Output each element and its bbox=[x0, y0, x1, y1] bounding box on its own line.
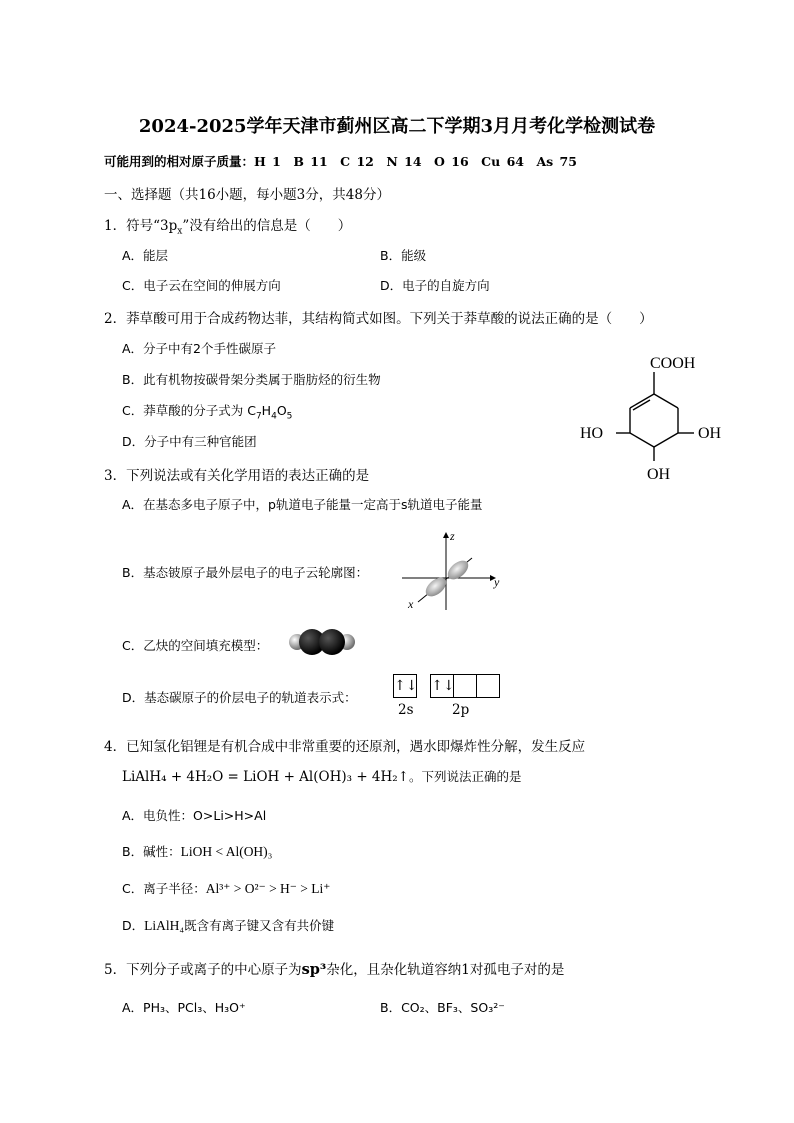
orbital-diagram bbox=[393, 674, 500, 698]
q4-d-formula: LiAlH₄ bbox=[144, 918, 185, 933]
orbital-label-2s: 2s bbox=[398, 702, 414, 718]
q4-option-d[interactable]: D．LiAlH₄既含有离子键又含有共价键 bbox=[122, 918, 335, 933]
q4-d-tail: 既含有离子键又含有共价键 bbox=[184, 918, 335, 933]
axis-z-label: z bbox=[450, 529, 455, 543]
q1-option-b[interactable]: B．能级 bbox=[380, 248, 427, 263]
q2-option-d[interactable]: D．分子中有三种官能团 bbox=[122, 434, 257, 449]
q2-option-a[interactable]: A．分子中有2个手性碳原子 bbox=[122, 341, 277, 356]
q2-c-m: H bbox=[261, 403, 272, 418]
shikimic-acid-structure bbox=[570, 348, 740, 488]
q2-c-m2: O bbox=[276, 403, 287, 418]
q5-sp3: sp³ bbox=[301, 961, 327, 978]
acetylene-model bbox=[286, 626, 358, 658]
q4-c-pre: C．离子半径： bbox=[122, 881, 206, 896]
q1-stem-text: 1．符号“3p bbox=[104, 218, 178, 234]
q1-option-d[interactable]: D．电子的自旋方向 bbox=[380, 278, 490, 293]
q2-option-b[interactable]: B．此有机物按碳骨架分类属于脂肪烃的衍生物 bbox=[122, 372, 381, 387]
q2-c-s2: 4 bbox=[271, 411, 277, 422]
electron-cloud-diagram bbox=[398, 528, 508, 614]
question-1-stem bbox=[104, 214, 351, 237]
cooh-label: COOH bbox=[650, 355, 696, 372]
q3-option-d[interactable]: D．基态碳原子的价层电子的轨道表示式： bbox=[122, 690, 357, 705]
axis-y-label: y bbox=[494, 575, 500, 589]
orbital-box-2s: ↑↓ bbox=[393, 674, 417, 698]
q4-equation bbox=[122, 767, 522, 785]
orbital-box-2p-2 bbox=[453, 674, 477, 698]
q5-option-a[interactable]: A．PH₃、PCl₃、H₃O⁺ bbox=[122, 1000, 246, 1015]
q4-option-a[interactable]: A．电负性：O>Li>H>Al bbox=[122, 808, 267, 823]
q1-option-c[interactable]: C．电子云在空间的伸展方向 bbox=[122, 278, 281, 293]
q4-equation-tail: 。下列说法正确的是 bbox=[409, 769, 522, 784]
question-3-stem: 3．下列说法或有关化学用语的表达正确的是 bbox=[104, 468, 370, 484]
q2-option-c[interactable] bbox=[122, 401, 292, 422]
q5-stem-tail: 杂化，且杂化轨道容纳1对孤电子对的是 bbox=[326, 962, 565, 978]
oh-bottom-label: OH bbox=[647, 466, 671, 483]
question-4-stem: 4．已知氢化铝锂是有机合成中非常重要的还原剂，遇水即爆炸性分解，发生反应 bbox=[104, 739, 586, 755]
orbital-box-2p-1: ↑↓ bbox=[430, 674, 454, 698]
q1-stem-tail: ”没有给出的信息是（ ） bbox=[182, 218, 352, 234]
q4-equation-formula: LiAlH₄ + 4H₂O = LiOH + Al(OH)₃ + 4H₂↑ bbox=[122, 769, 410, 785]
q2-c-s3: 5 bbox=[286, 411, 293, 422]
atomic-masses: 可能用到的相对原子质量：H 1 B 11 C 12 N 14 O 16 Cu 64 As 75 bbox=[104, 154, 577, 169]
q3-option-c[interactable]: C．乙炔的空间填充模型： bbox=[122, 638, 269, 653]
q3-option-a[interactable]: A．在基态多电子原子中，p轨道电子能量一定高于s轨道电子能量 bbox=[122, 497, 483, 512]
orbital-box-2p-3 bbox=[476, 674, 500, 698]
question-5-stem bbox=[104, 958, 564, 978]
q4-option-b[interactable] bbox=[122, 842, 272, 860]
q5-option-b[interactable]: B．CO₂、BF₃、SO₃²⁻ bbox=[380, 1000, 505, 1015]
q5-stem-pre: 5．下列分子或离子的中心原子为 bbox=[104, 962, 302, 978]
q2-c-pre: C．莽草酸的分子式为 C bbox=[122, 403, 256, 418]
ho-left-label: HO bbox=[580, 425, 604, 442]
q4-c-formula: Al³⁺ > O²⁻ > H⁻ > Li⁺ bbox=[205, 881, 331, 896]
carbon-atom-right bbox=[319, 629, 345, 655]
orbital-lobe-upper bbox=[444, 557, 471, 583]
q4-b-formula: LiOH < Al(OH)₃ bbox=[180, 844, 273, 859]
q3-option-b[interactable]: B．基态铍原子最外层电子的电子云轮廓图： bbox=[122, 565, 369, 580]
q2-c-s1: 7 bbox=[255, 411, 262, 422]
q1-stem-sub: x bbox=[177, 226, 183, 237]
page-title: 2024-2025学年天津市蓟州区高二下学期3月月考化学检测试卷 bbox=[138, 116, 656, 137]
q4-option-c[interactable] bbox=[122, 879, 330, 897]
axis-x-label: x bbox=[408, 597, 414, 611]
orbital-label-2p: 2p bbox=[452, 702, 470, 718]
q1-option-a[interactable]: A．能层 bbox=[122, 248, 169, 263]
question-2-stem: 2．莽草酸可用于合成药物达菲，其结构简式如图。下列关于莽草酸的说法正确的是（ ） bbox=[104, 311, 653, 327]
oh-right-label: OH bbox=[698, 425, 722, 442]
section-heading: 一、选择题（共16小题，每小题3分，共48分） bbox=[104, 187, 390, 203]
q4-b-pre: B．碱性： bbox=[122, 844, 181, 859]
